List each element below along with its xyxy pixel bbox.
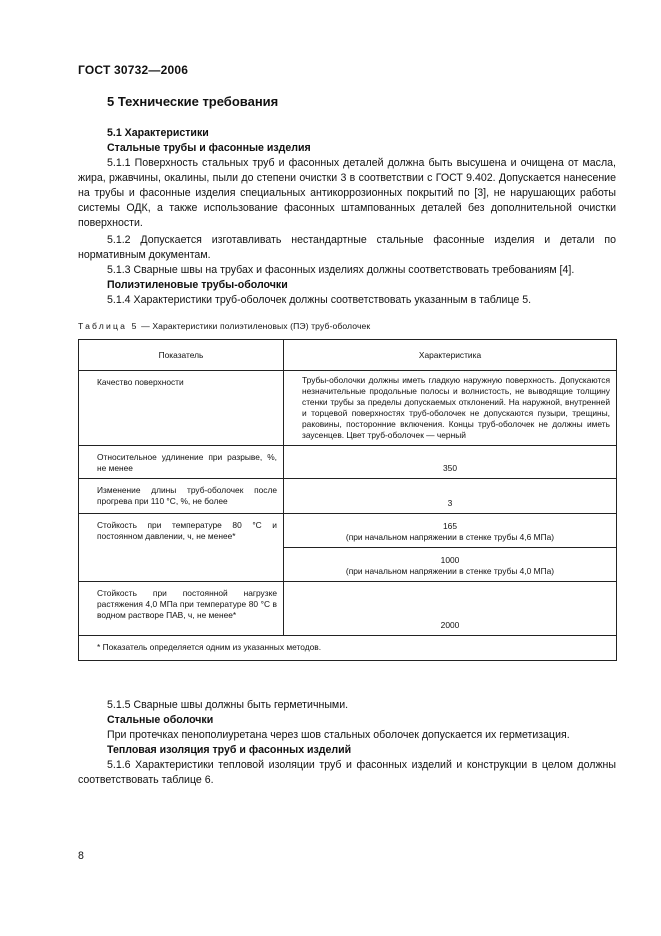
value-cell: Трубы-оболочки должны иметь гладкую наружную поверхность. Допускаются незначительные продольные полосы и волнистость, не выводящие толщину стенки трубы за пределы допускаемых отклонений. На наружной, внутренней и торцевой поверхностях труб-оболочек не допускаются пузыри, трещины, раковины, посторонние включения. Концы труб-оболочек не должны иметь заусенцев. Цвет труб-оболочек — черный <box>284 371 617 446</box>
param-cell: Изменение длины труб-оболочек после прогрева при 110 °С, %, не более <box>79 479 284 514</box>
value-cell: 350 <box>284 446 617 479</box>
section-title: 5 Технические требования <box>107 94 279 109</box>
param-cell: Качество поверхности <box>79 371 284 446</box>
table-footnote: * Показатель определяется одним из указанных методов. <box>79 636 617 661</box>
paragraph-5-1-1: 5.1.1 Поверхность стальных труб и фасонных деталей должна быть высушена и очищена от масла, жира, ржавчины, окалины, пыли до степени очистки 3 в соответствии с ГОСТ 9.402. Допускается нанесение на трубы и фасонные изделия специальных антикоррозионных покрытий по [3], не нарушающих работы системы ОДК, а также использование фасонных штампованных деталей без дополнительной очистки поверхности. <box>78 157 616 229</box>
paragraph-5-1-3: 5.1.3 Сварные швы на трубах и фасонных изделиях должны соответствовать требованиям [4]. <box>107 264 575 276</box>
table-row <box>79 514 617 548</box>
table-footnote-row <box>79 636 617 661</box>
table-caption-text: — Характеристики полиэтиленовых (ПЭ) труб-оболочек <box>138 321 371 331</box>
paragraph-5-1-2: 5.1.2 Допускается изготавливать нестандартные стальные фасонные изделия и детали по нормативным документам. <box>78 234 616 261</box>
steel-pipes-heading: Стальные трубы и фасонные изделия <box>107 142 311 154</box>
table-row <box>79 479 617 514</box>
value-cell <box>284 548 617 582</box>
param-cell: Относительное удлинение при разрыве, %, не менее <box>79 446 284 479</box>
table-header-row <box>79 340 617 371</box>
steel-casing-heading: Стальные оболочки <box>107 714 214 726</box>
paragraph-5-1-6: 5.1.6 Характеристики тепловой изоляции труб и фасонных изделий и конструкции в целом должны соответствовать таблице 6. <box>78 759 616 786</box>
table-row <box>79 446 617 479</box>
param-cell: Стойкость при температуре 80 °С и постоянном давлении, ч, не менее* <box>79 514 284 582</box>
value-note: (при начальном напряжении в стенке трубы 4,6 МПа) <box>345 532 555 542</box>
table-caption-label: Таблица 5 <box>78 321 139 331</box>
pe-casing-heading: Полиэтиленовые трубы-оболочки <box>107 279 288 291</box>
column-header-characteristic: Характеристика <box>284 340 617 371</box>
subsection-heading: 5.1 Характеристики <box>107 127 209 139</box>
paragraph-steel-casing: При протечках пенополиуретана через шов стальных оболочек допускается их герметизация. <box>107 729 570 741</box>
thermal-insulation-heading: Тепловая изоляция труб и фасонных изделий <box>107 744 352 756</box>
table-row <box>79 371 617 446</box>
value-cell <box>284 514 617 548</box>
value-number: 165 <box>443 521 457 531</box>
value-note: (при начальном напряжении в стенке трубы 4,0 МПа) <box>345 566 555 576</box>
table-caption <box>78 321 370 331</box>
characteristics-table <box>78 339 617 661</box>
paragraph-5-1-4: 5.1.4 Характеристики труб-оболочек должны соответствовать указанным в таблице 5. <box>107 294 532 306</box>
column-header-parameter: Показатель <box>79 340 284 371</box>
page-number: 8 <box>78 850 84 862</box>
value-cell: 3 <box>284 479 617 514</box>
value-number: 1000 <box>440 555 460 565</box>
document-header: ГОСТ 30732—2006 <box>78 63 189 77</box>
value-cell: 2000 <box>284 582 617 636</box>
paragraph-5-1-5: 5.1.5 Сварные швы должны быть герметичными. <box>107 699 349 711</box>
param-cell: Стойкость при постоянной нагрузке растяжения 4,0 МПа при температуре 80 °С в водном растворе ПАВ, ч, не менее* <box>79 582 284 636</box>
table-row <box>79 582 617 636</box>
